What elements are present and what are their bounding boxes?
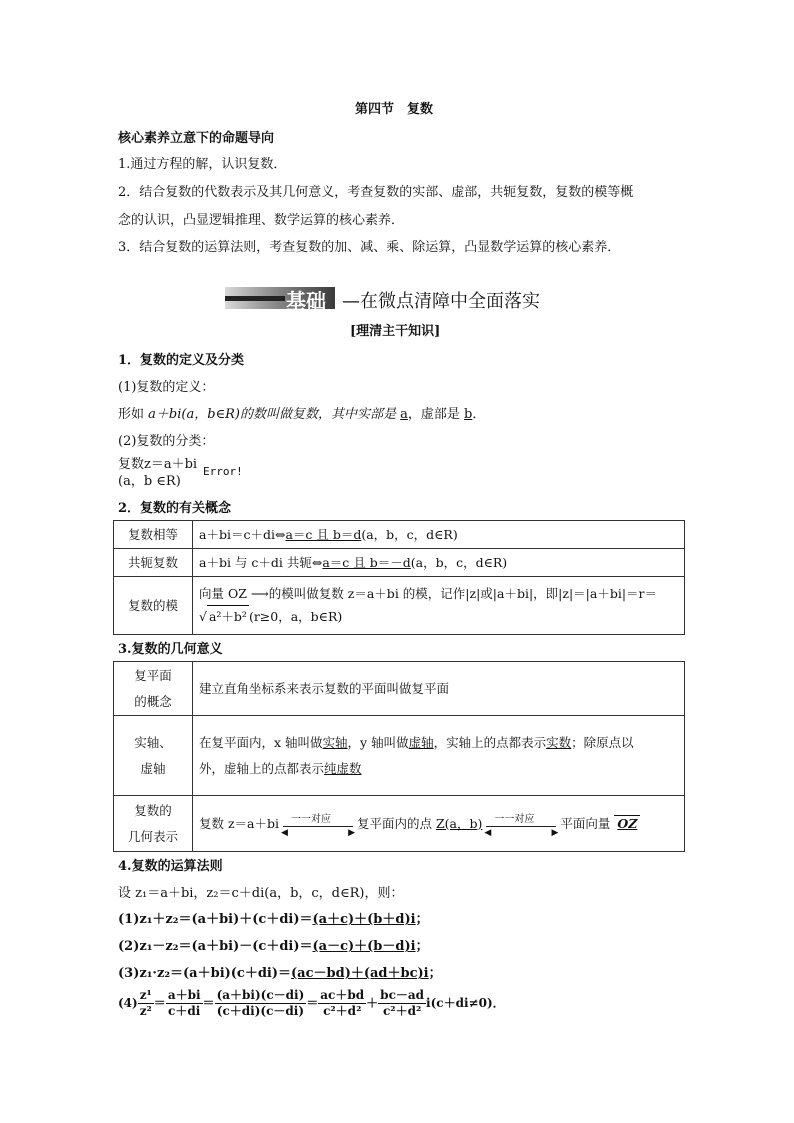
section1-title: 1．复数的定义及分类 [118, 353, 245, 368]
row-name: 共轭复数 [114, 549, 193, 577]
axis-answer: 实轴 [322, 734, 348, 750]
op-div: (4) $\frac{\text{z¹}}{\text{z²}}$ ＝ $\frac{a+bi}{c+di}$ ＝ $\frac{(a+bi)(c-di)}{(c+di)(c-di)}$ ＝ $\frac{ac+bd}{\text{c²＋d²}}$ ＋ $\frac{bc-ad}{\text{c²＋d²}}$ i(c＋di≠0)． [118, 988, 505, 1018]
axis-text: ；除原点以 [571, 734, 634, 750]
def-label: (1)复数的定义： [118, 380, 215, 395]
modulus-rest: (r≥0，a，b∈R) [248, 609, 343, 624]
op-answer: (a－c)＋(b－d)i [312, 939, 416, 954]
fraction [378, 988, 426, 1019]
section4-title: 4.复数的运算法则 [118, 859, 223, 874]
axis-answer: 纯虚数 [324, 760, 362, 776]
class-cond: (a，b ∈R) [118, 474, 181, 489]
ops-intro: 设 z₁＝a＋bi，z₂＝c＋di(a，b，c，d∈R)，则： [118, 886, 404, 901]
geo-complex: 复数 z＝a＋bi [199, 815, 280, 831]
row-content [193, 549, 685, 577]
class-expr: 复数z＝a＋bi [118, 457, 198, 472]
axis-line2 [199, 756, 678, 782]
table-row [114, 521, 685, 549]
frac-num: a＋bi [167, 988, 201, 1002]
geometry-table [113, 661, 685, 852]
axis-answer: 虚轴 [408, 734, 434, 750]
op-text: ； [415, 912, 429, 927]
class-error: Error! [203, 465, 243, 478]
def-text [118, 403, 485, 422]
row-name [114, 716, 193, 796]
row-content [193, 577, 685, 635]
arrow-label: 一一对应 [494, 814, 535, 825]
page-title: 第四节 复数 [355, 102, 434, 117]
row-content: 建立直角坐标系来表示复数的平面叫做复平面 [193, 662, 685, 716]
axis-text: 外，虚轴上的点都表示 [199, 760, 325, 776]
guide-item-1: 1.通过方程的解，认识复数． [118, 157, 287, 172]
name-line2: 的概念 [134, 693, 172, 709]
frac-den: (c＋di)(c－di) [216, 1004, 305, 1018]
concepts-table [113, 520, 685, 635]
axis-line1 [199, 730, 678, 756]
content-a: a＋bi 与 c＋di 共轭⇔ [199, 554, 323, 570]
frac-num: z¹ [139, 988, 152, 1002]
section2-title: 2．复数的有关概念 [118, 501, 232, 516]
fraction [138, 988, 154, 1019]
name-line1: 复平面 [134, 667, 172, 683]
modulus-line2: √ a²＋b² (r≥0，a，b∈R) [199, 605, 678, 628]
table-row [114, 796, 685, 852]
content-a: a＋bi＝c＋di⇔ [199, 526, 286, 542]
frac-den: z² [139, 1004, 152, 1018]
double-arrow-icon: 一一对应 ◀ ▶ [486, 817, 556, 831]
row-content [193, 796, 685, 852]
op-text: ； [428, 966, 442, 981]
axis-answer: 实数 [546, 734, 572, 750]
name-line1: 复数的 [134, 802, 172, 818]
guide-item-2-cont: 念的认识，凸显逻辑推理、数学运算的核心素养． [118, 213, 405, 228]
op-text: ； [415, 939, 429, 954]
def-text-b: a＋bi(a，b∈R)的数叫做复数，其中实部是 [148, 407, 401, 422]
frac-den: c²＋d² [323, 1004, 362, 1018]
frac-num: (a＋bi)(c－di) [216, 988, 305, 1002]
axis-text: ，y 轴叫做 [347, 734, 409, 750]
modulus-line1: 向量 OZ ⟶的模叫做复数 z＝a＋bi 的模，记作|z|或|a＋bi|，即|z|＝|a＋bi|＝r＝ [199, 586, 658, 601]
content-b: (a，b，c，d∈R) [410, 554, 508, 570]
name-line2: 虚轴 [140, 760, 166, 776]
arrow-label: 一一对应 [291, 814, 331, 825]
frac-num: ac＋bd [320, 988, 365, 1002]
content-answer: a＝c 且 b＝－d [322, 554, 411, 570]
row-name: 复数的模 [114, 577, 193, 635]
class-label: (2)复数的分类： [118, 434, 215, 449]
def-imag-part: b [464, 407, 473, 422]
table-row [114, 716, 685, 796]
content-answer: a＝c 且 b＝d [285, 526, 362, 542]
fraction [318, 988, 366, 1019]
frac-num: bc－ad [380, 988, 425, 1002]
op-answer: (ac－bd)＋(ad＋bc)i [291, 966, 429, 981]
section3-title: 3.复数的几何意义 [118, 642, 223, 657]
op-mul [118, 962, 442, 981]
row-name [114, 796, 193, 852]
banner-strip [225, 296, 285, 301]
geo-vector-label: 平面向量 [560, 815, 615, 831]
table-row [114, 662, 685, 716]
fraction [166, 988, 203, 1019]
name-line1: 实轴、 [134, 734, 172, 750]
guide-item-2: 2．结合复数的代数表示及其几何意义，考查复数的实部、虚部，共轭复数，复数的模等概 [118, 185, 634, 200]
def-real-part: a [400, 407, 408, 422]
fraction [215, 988, 307, 1019]
op-sub [118, 935, 429, 954]
axis-text: ，实轴上的点都表示 [433, 734, 547, 750]
op-text: i(c＋di≠0)． [426, 996, 505, 1010]
op-add [118, 908, 429, 927]
def-text-d: ． [472, 407, 486, 422]
geo-point-label: 复平面内的点 [356, 815, 436, 831]
row-name: 复数相等 [114, 521, 193, 549]
table-row [114, 577, 685, 635]
geo-vector: OZ [614, 815, 640, 831]
table-row [114, 549, 685, 577]
geo-point: Z(a，b) [435, 815, 483, 831]
subheading: [理清主干知识] [350, 324, 441, 339]
content-b: (a，b，c，d∈R) [361, 526, 458, 542]
guide-heading: 核心素养立意下的命题导向 [118, 131, 275, 146]
guide-item-3: 3．结合复数的运算法则，考查复数的加、减、乘、除运算，凸显数学运算的核心素养． [118, 240, 621, 255]
def-text-c: ，虚部是 [407, 407, 465, 422]
modulus-sqrt: a²＋b² [207, 605, 249, 628]
row-name [114, 662, 193, 716]
row-content [193, 521, 685, 549]
axis-text: 在复平面内，x 轴叫做 [199, 734, 323, 750]
op-text: (1)z₁＋z₂＝(a＋bi)＋(c＋di)＝ [118, 912, 313, 927]
op-text: (3)z₁·z₂＝(a＋bi)(c＋di)＝ [118, 966, 292, 981]
banner-sub: —在微点清障中全面落实 [342, 291, 540, 312]
op-text: (4) [118, 996, 138, 1010]
frac-den: c＋di [168, 1004, 201, 1018]
row-content [193, 716, 685, 796]
op-answer: (a＋c)＋(b＋d)i [312, 912, 416, 927]
name-line2: 几何表示 [127, 828, 178, 844]
banner-main: 基础 [286, 289, 326, 313]
double-arrow-icon: 一一对应 ◀ ▶ [283, 817, 353, 831]
def-text-a: 形如 [118, 407, 149, 422]
op-text: (2)z₁－z₂＝(a＋bi)－(c＋di)＝ [118, 939, 313, 954]
frac-den: c²＋d² [383, 1004, 422, 1018]
